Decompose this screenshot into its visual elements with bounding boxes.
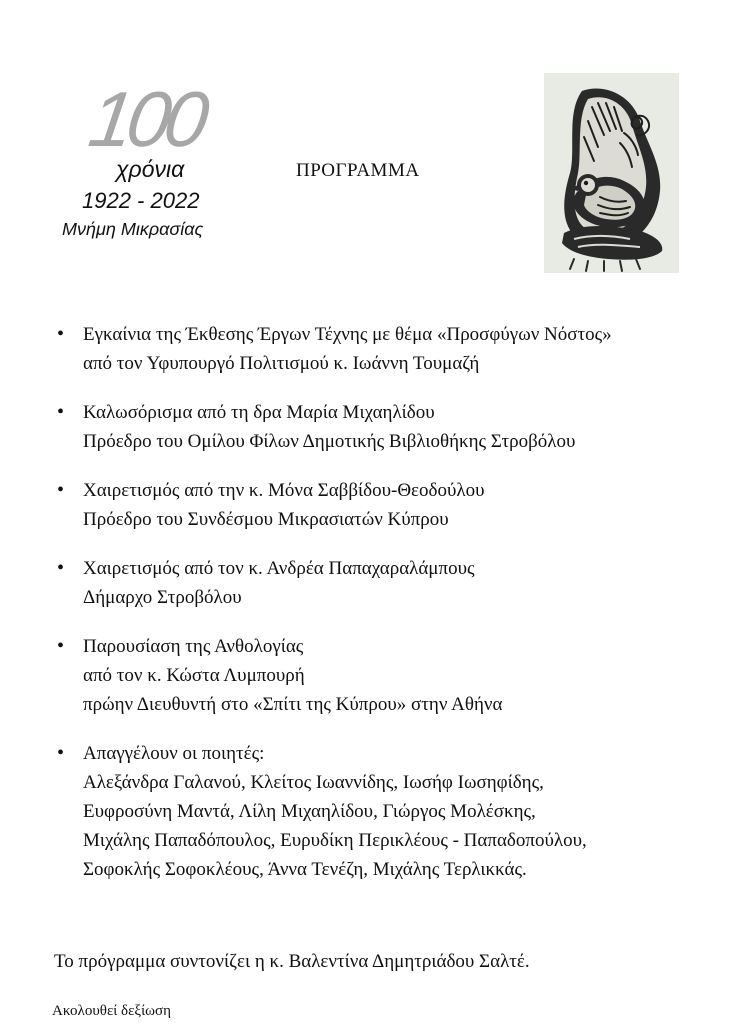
program-line: Πρόεδρο του Ομίλου Φίλων Δημοτικής Βιβλιοθήκης Στροβόλου — [83, 431, 576, 452]
program-line: Χαιρετισμός από την κ. Μόνα Σαββίδου-Θεοδούλου — [83, 480, 485, 501]
bullet-dot-icon: • — [57, 479, 65, 501]
bullet-dot-icon: • — [57, 557, 65, 579]
woodcut-bird-artwork — [544, 73, 679, 273]
program-line: Πρόεδρο του Συνδέσμου Μικρασιατών Κύπρου — [83, 509, 449, 530]
program-line: Εγκαίνια της Έκθεσης Έργων Τέχνης με θέμα «Προσφύγων Νόστος» — [83, 324, 612, 345]
logo-word: χρόνια — [116, 156, 185, 182]
program-line: Μιχάλης Παπαδόπουλος, Ευρυδίκη Περικλέους - Παπαδοπούλου, — [83, 830, 587, 851]
program-item — [55, 739, 695, 884]
logo-number: 100 — [83, 75, 209, 163]
program-line: πρώην Διευθυντή στο «Σπίτι της Κύπρου» στην Αθήνα — [83, 694, 503, 715]
program-line: Παρουσίαση της Ανθολογίας — [83, 636, 304, 657]
program-item — [55, 632, 695, 719]
bullet-dot-icon: • — [57, 742, 65, 764]
program-item — [55, 476, 695, 534]
coordinator-note: Το πρόγραμμα συντονίζει η κ. Βαλεντίνα Δημητριάδου Σαλτέ. — [54, 951, 530, 972]
logo-memory: Μνήμη Μικρασίας — [62, 219, 204, 239]
program-list — [55, 320, 695, 904]
page-title: ΠΡΟΓΡΑΜΜΑ — [296, 160, 420, 181]
artwork-drawing — [544, 73, 679, 273]
anniversary-logo — [52, 75, 232, 250]
program-line: από τον κ. Κώστα Λυμπουρή — [83, 665, 305, 686]
reception-note: Ακολουθεί δεξίωση — [52, 1003, 171, 1019]
bullet-dot-icon: • — [57, 401, 65, 423]
program-line: Χαιρετισμός από τον κ. Ανδρέα Παπαχαραλάμπους — [83, 558, 475, 579]
bullet-dot-icon: • — [57, 635, 65, 657]
program-line: Ευφροσύνη Μαντά, Λίλη Μιχαηλίδου, Γιώργος Μολέσκης, — [83, 801, 536, 822]
program-line: Καλωσόρισμα από τη δρα Μαρία Μιχαηλίδου — [83, 402, 435, 423]
program-item — [55, 320, 695, 378]
logo-years: 1922 - 2022 — [82, 188, 200, 213]
program-line: Σοφοκλής Σοφοκλέους, Άννα Τενέζη, Μιχάλης Τερλικκάς. — [83, 859, 527, 880]
program-line: Δήμαρχο Στροβόλου — [83, 587, 242, 608]
program-line: Αλεξάνδρα Γαλανού, Κλείτος Ιωαννίδης, Ιωσήφ Ιωσηφίδης, — [83, 772, 544, 793]
program-line: από τον Υφυπουργό Πολιτισμού κ. Ιωάννη Τουμαζή — [83, 353, 480, 374]
bullet-dot-icon: • — [57, 323, 65, 345]
program-item — [55, 554, 695, 612]
program-item — [55, 398, 695, 456]
program-line: Απαγγέλουν οι ποιητές: — [83, 743, 265, 764]
